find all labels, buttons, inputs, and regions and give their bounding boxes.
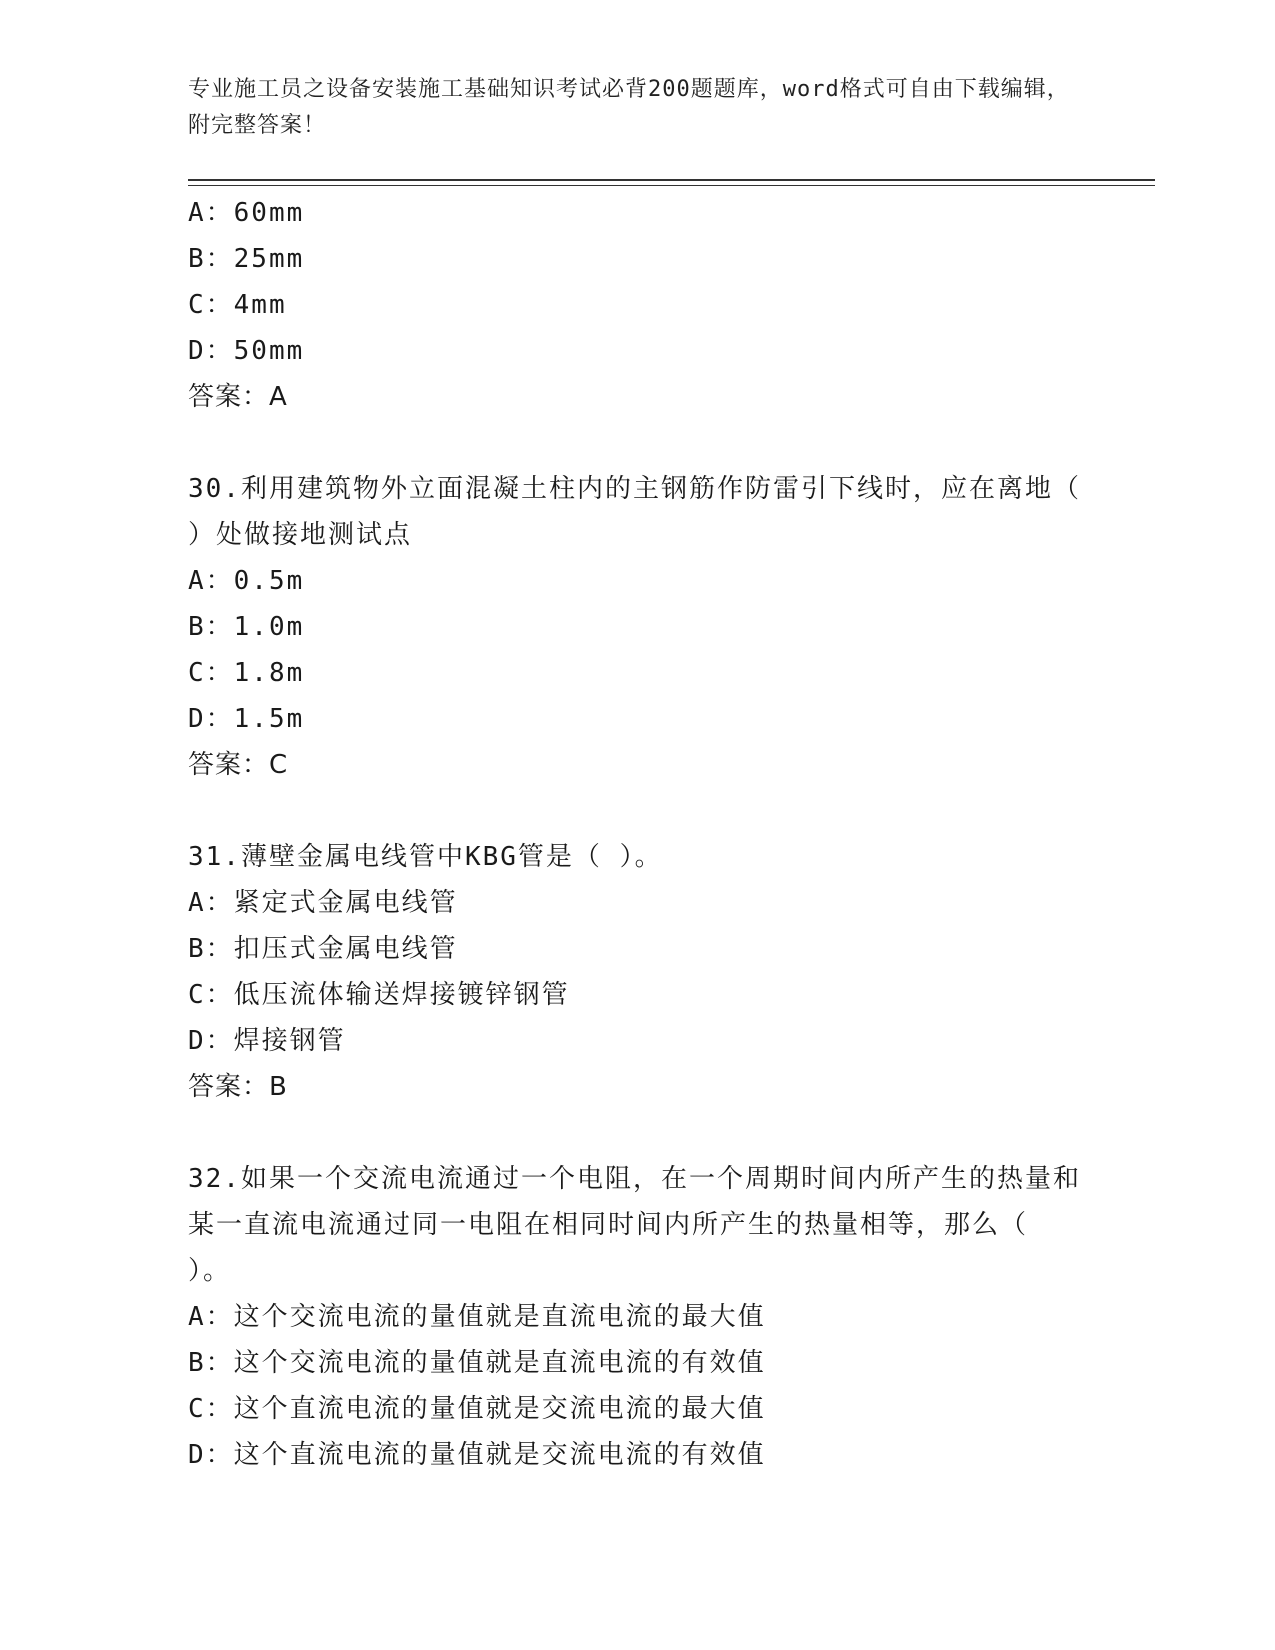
question-30 bbox=[188, 466, 1088, 788]
option-c: C：低压流体输送焊接镀锌钢管 bbox=[188, 980, 570, 1010]
answer: 答案：C bbox=[188, 750, 289, 780]
option-d: D：1.5m bbox=[188, 704, 305, 734]
question-text: 30.利用建筑物外立面混凝土柱内的主钢筋作防雷引下线时，应在离地（ ）处做接地测试点 bbox=[188, 474, 1081, 550]
question-32 bbox=[188, 1156, 1088, 1478]
option-d: D：焊接钢管 bbox=[188, 1026, 346, 1056]
option-c: C：这个直流电流的量值就是交流电流的最大值 bbox=[188, 1394, 766, 1424]
header-rule-thick bbox=[188, 179, 1155, 181]
option-a: A：60mm bbox=[188, 198, 305, 228]
option-a: A：0.5m bbox=[188, 566, 305, 596]
option-c: C：4mm bbox=[188, 290, 287, 320]
option-b: B：这个交流电流的量值就是直流电流的有效值 bbox=[188, 1348, 766, 1378]
option-b: B：1.0m bbox=[188, 612, 305, 642]
question-29 bbox=[188, 190, 1088, 420]
option-b: B：25mm bbox=[188, 244, 305, 274]
option-d: D：这个直流电流的量值就是交流电流的有效值 bbox=[188, 1440, 766, 1470]
option-a: A：这个交流电流的量值就是直流电流的最大值 bbox=[188, 1302, 766, 1332]
option-d: D：50mm bbox=[188, 336, 305, 366]
option-b: B：扣压式金属电线管 bbox=[188, 934, 458, 964]
answer: 答案：B bbox=[188, 1072, 288, 1102]
document-body bbox=[188, 190, 1088, 1478]
question-text: 31.薄壁金属电线管中KBG管是（ ）。 bbox=[188, 842, 663, 872]
document-header bbox=[188, 72, 1088, 144]
header-title: 专业施工员之设备安装施工基础知识考试必背200题题库，word格式可自由下载编辑，附完整答案！ bbox=[188, 77, 1070, 138]
question-text: 32.如果一个交流电流通过一个电阻，在一个周期时间内所产生的热量和某一直流电流通过同一电阻在相同时间内所产生的热量相等，那么（ ）。 bbox=[188, 1164, 1081, 1286]
option-a: A：紧定式金属电线管 bbox=[188, 888, 458, 918]
header-rule-thin bbox=[188, 185, 1155, 186]
answer: 答案：A bbox=[188, 382, 288, 412]
question-31 bbox=[188, 834, 1088, 1110]
option-c: C：1.8m bbox=[188, 658, 305, 688]
